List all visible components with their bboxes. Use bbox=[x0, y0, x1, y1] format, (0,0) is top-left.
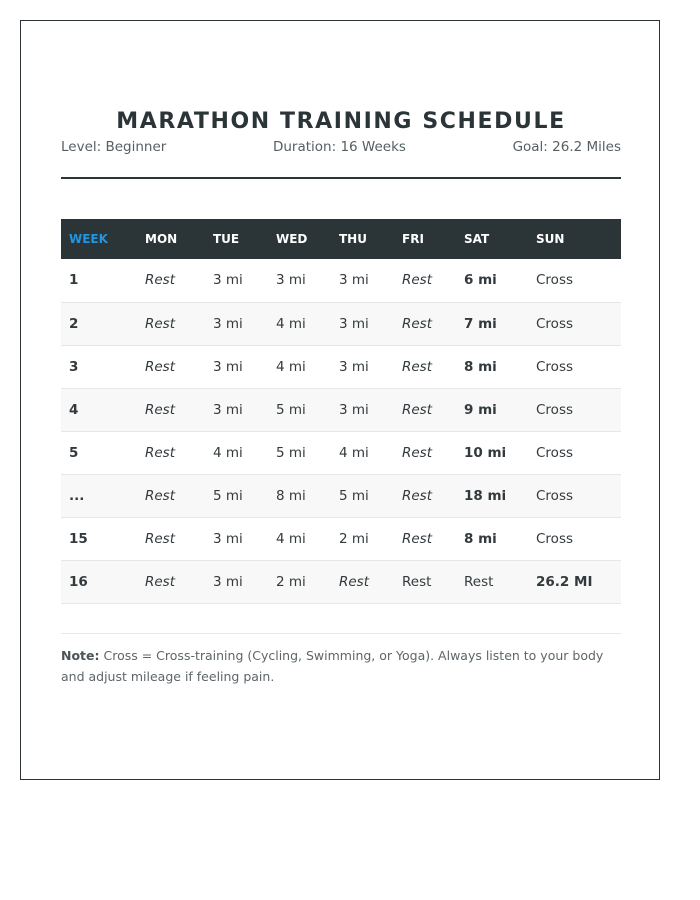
note-divider bbox=[61, 633, 621, 634]
header-tue: TUE bbox=[213, 232, 240, 246]
sun-cell: Cross bbox=[536, 530, 574, 547]
week-cell: 16 bbox=[69, 573, 88, 590]
fri-cell: Rest bbox=[402, 444, 433, 461]
mon-cell: Rest bbox=[145, 530, 176, 547]
tue-cell: 3 mi bbox=[213, 401, 243, 418]
sat-cell: 7 mi bbox=[464, 315, 497, 332]
week-cell: 3 bbox=[69, 358, 79, 375]
mon-cell: Rest bbox=[145, 444, 176, 461]
fri-cell: Rest bbox=[402, 272, 433, 289]
sat-cell: 6 mi bbox=[464, 272, 497, 289]
header-mon: MON bbox=[145, 232, 178, 246]
sat-cell: 10 mi bbox=[464, 444, 507, 461]
sat-cell: 8 mi bbox=[464, 358, 497, 375]
wed-cell: 8 mi bbox=[276, 487, 306, 504]
header-week: WEEK bbox=[69, 232, 108, 246]
tue-cell: 3 mi bbox=[213, 315, 243, 332]
sun-cell: Cross bbox=[536, 487, 574, 504]
week-cell: 15 bbox=[69, 530, 88, 547]
wed-cell: 4 mi bbox=[276, 358, 306, 375]
note-text: Cross = Cross-training (Cycling, Swimming, or Yoga). Always listen to your body and adjust mileage if feeling pain. bbox=[61, 648, 604, 684]
sun-cell: Cross bbox=[536, 401, 574, 418]
mon-cell: Rest bbox=[145, 358, 176, 375]
thu-cell: 3 mi bbox=[339, 358, 369, 375]
sat-cell: Rest bbox=[464, 573, 494, 590]
mon-cell: Rest bbox=[145, 401, 176, 418]
week-cell: 4 bbox=[69, 401, 79, 418]
plan-meta bbox=[61, 139, 621, 155]
tue-cell: 3 mi bbox=[213, 573, 243, 590]
thu-cell: 2 mi bbox=[339, 530, 369, 547]
fri-cell: Rest bbox=[402, 573, 432, 590]
note-label: Note: bbox=[61, 648, 100, 663]
fri-cell: Rest bbox=[402, 358, 433, 375]
week-cell: 5 bbox=[69, 444, 79, 461]
fri-cell: Rest bbox=[402, 487, 433, 504]
sun-cell: Cross bbox=[536, 272, 574, 289]
sat-cell: 9 mi bbox=[464, 401, 497, 418]
thu-cell: 4 mi bbox=[339, 444, 369, 461]
table-row bbox=[61, 345, 621, 388]
fri-cell: Rest bbox=[402, 315, 433, 332]
goal-text: Goal: 26.2 Miles bbox=[512, 139, 621, 155]
schedule-sheet bbox=[20, 20, 660, 780]
header-sat: SAT bbox=[464, 232, 490, 246]
header-wed: WED bbox=[276, 232, 308, 246]
table-row bbox=[61, 431, 621, 474]
header-sun: SUN bbox=[536, 232, 565, 246]
thu-cell: 5 mi bbox=[339, 487, 369, 504]
mon-cell: Rest bbox=[145, 272, 176, 289]
sun-cell: Cross bbox=[536, 444, 574, 461]
table-row bbox=[61, 474, 621, 517]
table-row bbox=[61, 302, 621, 345]
wed-cell: 4 mi bbox=[276, 530, 306, 547]
week-cell: 1 bbox=[69, 272, 79, 289]
header-fri: FRI bbox=[402, 232, 424, 246]
header-thu: THU bbox=[339, 232, 367, 246]
sat-cell: 8 mi bbox=[464, 530, 497, 547]
tue-cell: 3 mi bbox=[213, 272, 243, 289]
table-row bbox=[61, 259, 621, 302]
thu-cell: 3 mi bbox=[339, 401, 369, 418]
level-text: Level: Beginner bbox=[61, 139, 167, 155]
table-row bbox=[61, 560, 621, 603]
tue-cell: 5 mi bbox=[213, 487, 243, 504]
training-table bbox=[61, 219, 621, 604]
footer-note bbox=[61, 645, 621, 687]
week-cell: ... bbox=[69, 487, 85, 504]
sun-cell: Cross bbox=[536, 358, 574, 375]
title-divider bbox=[61, 177, 621, 179]
mon-cell: Rest bbox=[145, 487, 176, 504]
mon-cell: Rest bbox=[145, 315, 176, 332]
mon-cell: Rest bbox=[145, 573, 176, 590]
thu-cell: 3 mi bbox=[339, 272, 369, 289]
tue-cell: 4 mi bbox=[213, 444, 243, 461]
table-row bbox=[61, 517, 621, 560]
wed-cell: 4 mi bbox=[276, 315, 306, 332]
wed-cell: 3 mi bbox=[276, 272, 306, 289]
page-title: MARATHON TRAINING SCHEDULE bbox=[116, 109, 566, 134]
race-day-cell: 26.2 MI bbox=[536, 573, 593, 590]
table-header-row bbox=[61, 219, 621, 259]
sun-cell: Cross bbox=[536, 315, 574, 332]
sat-cell: 18 mi bbox=[464, 487, 507, 504]
tue-cell: 3 mi bbox=[213, 358, 243, 375]
wed-cell: 5 mi bbox=[276, 444, 306, 461]
duration-text: Duration: 16 Weeks bbox=[272, 139, 406, 155]
table-row bbox=[61, 388, 621, 431]
thu-cell: Rest bbox=[339, 573, 370, 590]
tue-cell: 3 mi bbox=[213, 530, 243, 547]
fri-cell: Rest bbox=[402, 530, 433, 547]
week-cell: 2 bbox=[69, 315, 79, 332]
fri-cell: Rest bbox=[402, 401, 433, 418]
wed-cell: 2 mi bbox=[276, 573, 306, 590]
thu-cell: 3 mi bbox=[339, 315, 369, 332]
wed-cell: 5 mi bbox=[276, 401, 306, 418]
